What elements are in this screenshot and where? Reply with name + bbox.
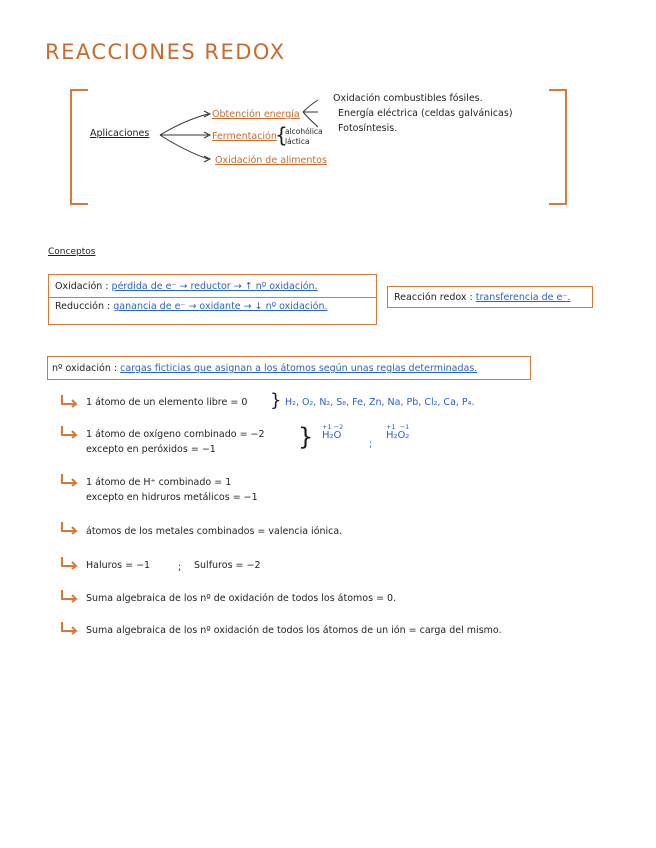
- rule-arrow-icon: [60, 621, 78, 635]
- oxidacion-alimentos: Oxidación de alimentos: [215, 155, 327, 166]
- rule-suma-neutra: Suma algebraica de los nº de oxidación de todos los átomos = 0.: [86, 593, 397, 604]
- fermentacion-type-2: láctica: [285, 137, 310, 146]
- rule-2-brace: }: [298, 423, 314, 451]
- redox-definition: transferencia de e⁻.: [475, 292, 571, 303]
- oxidacion-row: [55, 281, 318, 292]
- left-bracket: [68, 88, 92, 206]
- peroxide-ox-h: +1: [386, 423, 396, 431]
- fermentacion-brace: {: [275, 123, 288, 147]
- oxidation-number-definition: cargas ficticias que asignan a los átomos según unas reglas determinadas.: [120, 363, 478, 374]
- rule-arrow-icon: [60, 521, 78, 535]
- oxidacion-label: Oxidación :: [55, 281, 109, 292]
- obtencion-item-2: Energía eléctrica (celdas galvánicas): [338, 108, 513, 119]
- rule-sulfuros: Sulfuros = −2: [194, 560, 261, 571]
- reduccion-label: Reducción :: [55, 301, 111, 312]
- rule-suma-ion: Suma algebraica de los nº oxidación de todos los átomos de un ión = carga del mismo.: [86, 625, 502, 636]
- rule-haluros: Haluros = −1: [86, 560, 151, 571]
- box-divider: [49, 297, 376, 298]
- redox-label: Reacción redox :: [394, 292, 473, 303]
- rule-arrow-icon: [60, 394, 78, 408]
- reduccion-row: [55, 301, 328, 312]
- rule-oxigeno: 1 átomo de oxígeno combinado = −2: [86, 429, 265, 440]
- obtencion-energia: Obtención energía: [212, 109, 300, 120]
- fermentacion: Fermentación: [212, 131, 277, 142]
- water-formula: H₂O: [322, 430, 342, 441]
- obtencion-item-3: Fotosíntesis.: [338, 123, 398, 134]
- rule-hidrogeno-exception: excepto en hidruros metálicos = −1: [86, 492, 258, 503]
- applications-label: Aplicaciones: [90, 128, 150, 139]
- peroxide-formula: H₂O₂: [386, 430, 410, 441]
- reaccion-redox-box: [387, 286, 593, 308]
- reduccion-definition: ganancia de e⁻ → oxidante → ↓ nº oxidación.: [113, 301, 328, 312]
- rule-elemento-libre: 1 átomo de un elemento libre = 0: [86, 397, 248, 408]
- oxidation-number-box: [47, 356, 531, 380]
- rule-arrow-icon: [60, 556, 78, 570]
- rule-arrow-icon: [60, 589, 78, 603]
- right-bracket: [546, 88, 570, 206]
- obtencion-item-1: Oxidación combustibles fósiles.: [333, 93, 483, 104]
- rule-oxigeno-exception: excepto en peróxidos = −1: [86, 444, 216, 455]
- rule-1-brace: }: [270, 390, 282, 411]
- rule-1-examples: H₂, O₂, N₂, S₈, Fe, Zn, Na, Pb, Cl₂, Ca, P₄.: [285, 397, 475, 408]
- peroxide-ox-o: −1: [399, 423, 410, 431]
- rule-arrow-icon: [60, 473, 78, 487]
- rule-5-separator: ;: [178, 562, 182, 573]
- water-example: [322, 424, 343, 441]
- oxidacion-definition: pérdida de e⁻ → reductor → ↑ nº oxidación.: [111, 281, 318, 292]
- water-ox-o: −2: [333, 423, 344, 431]
- water-ox-h: +1: [322, 423, 332, 431]
- rule-hidrogeno: 1 átomo de H⁺ combinado = 1: [86, 477, 232, 488]
- rule-metales: átomos de los metales combinados = valencia iónica.: [86, 526, 343, 537]
- peroxide-example: [386, 424, 409, 441]
- oxidation-number-label: nº oxidación :: [52, 363, 118, 374]
- concepts-heading: Conceptos: [48, 247, 96, 257]
- examples-separator: ;: [369, 439, 373, 450]
- rule-arrow-icon: [60, 425, 78, 439]
- fermentacion-type-1: alcohólica: [285, 127, 323, 136]
- page-title: REACCIONES REDOX: [45, 40, 286, 64]
